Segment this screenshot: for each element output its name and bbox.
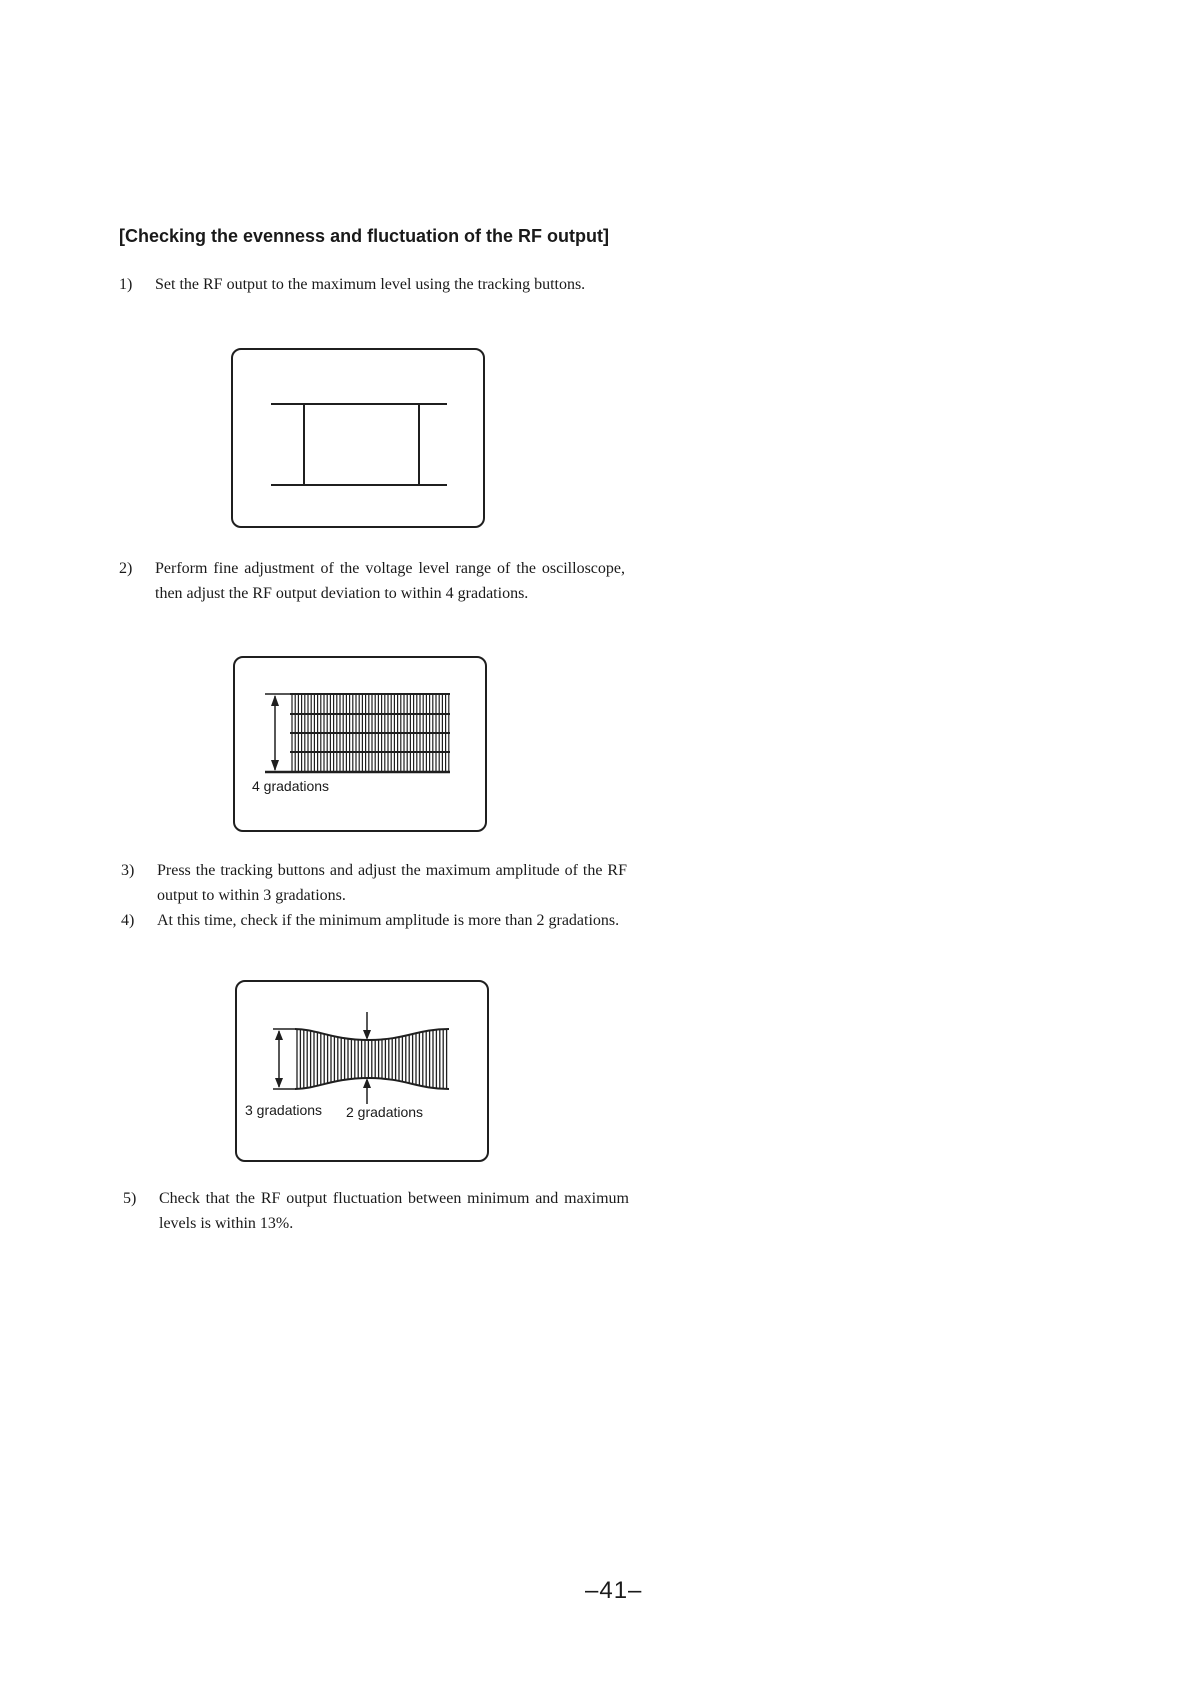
step-5: [123, 1186, 629, 1236]
oscilloscope-figure-3: [235, 980, 489, 1162]
gradations-label: 4 gradations: [252, 778, 330, 794]
step-number: 5): [123, 1190, 137, 1207]
oscilloscope-figure-2: [233, 656, 487, 832]
step-3: [121, 858, 627, 908]
page-number: –41–: [585, 1577, 643, 1604]
section-heading: [Checking the evenness and fluctuation of the RF output]: [119, 226, 610, 246]
rf-amplitude-diagram: [237, 982, 487, 1160]
step-number: 4): [121, 912, 135, 929]
step-text: Perform fine adjustment of the voltage level range of the oscilloscope, then adjust the RF output deviation to within 4 gradations.: [155, 560, 625, 602]
step-text: Check that the RF output fluctuation between minimum and maximum levels is within 13%.: [159, 1190, 629, 1232]
step-number: 2): [119, 560, 133, 577]
max-gradations-label: 3 gradations: [245, 1102, 323, 1118]
rf-deviation-diagram: [235, 658, 485, 830]
step-4: [121, 908, 627, 933]
step-number: 1): [119, 276, 133, 293]
min-gradations-label: 2 gradations: [346, 1104, 424, 1120]
step-text: At this time, check if the minimum amplitude is more than 2 gradations.: [157, 912, 620, 929]
step-text: Press the tracking buttons and adjust the maximum amplitude of the RF output to within 3 gradations.: [157, 862, 627, 904]
step-1: [119, 272, 625, 297]
rf-envelope-diagram: [233, 350, 483, 526]
step-2: [119, 556, 625, 606]
step-text: Set the RF output to the maximum level using the tracking buttons.: [155, 276, 586, 293]
oscilloscope-figure-1: [231, 348, 485, 528]
step-number: 3): [121, 862, 135, 879]
